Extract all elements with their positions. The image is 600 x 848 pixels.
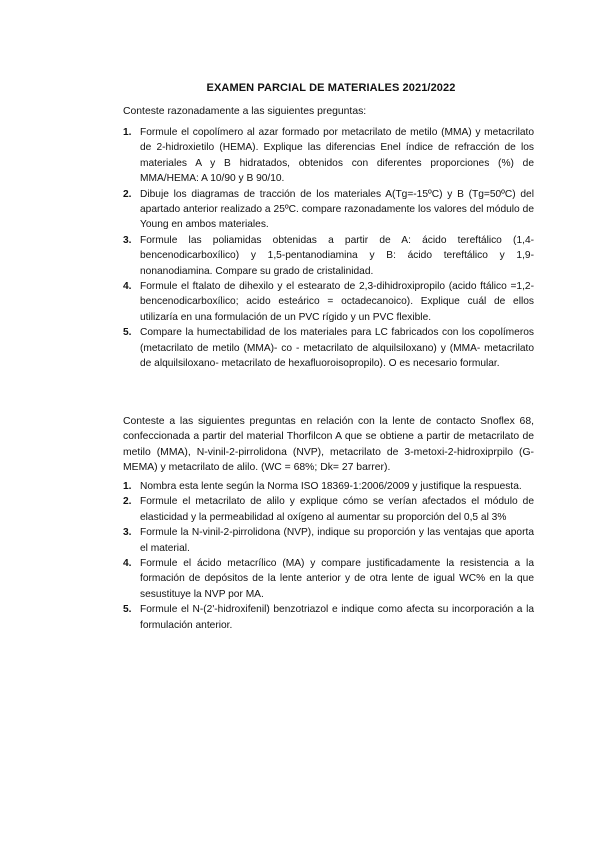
section1-question-list: [123, 125, 534, 372]
question-number: 3.: [123, 234, 132, 246]
question-text: Formule el ftalato de dihexilo y el estearato de 2,3-dihidroxipropilo (acido ftálico =1,2-bencenodicarboxílico; acido esteárico = octadecanoico). Explique cuál de ellos utilizaría en una formulación de un PVC rígido y un PVC flexible.: [140, 281, 534, 323]
question-number: 4.: [123, 558, 132, 570]
question-text: Formule la N-vinil-2-pirrolidona (NVP), indique su proporción y las ventajas que aporta el material.: [140, 527, 534, 554]
question-number: 2.: [123, 188, 132, 200]
question-number: 5.: [123, 327, 132, 339]
question-text: Formule las poliamidas obtenidas a partir de A: ácido tereftálico (1,4-bencenodicarboxílico) y 1,5-pentanodiamina y B: ácido tereftálico y 1,9- nonanodiamina. Compare su grado de cristalinidad.: [140, 234, 534, 277]
question-item: [123, 279, 534, 325]
question-item: [123, 233, 534, 279]
exam-title: EXAMEN PARCIAL DE MATERIALES 2021/2022: [206, 82, 456, 94]
section1-intro: Conteste razonadamente a las siguientes preguntas:: [123, 106, 367, 117]
section2-intro: Conteste a las siguientes preguntas en relación con la lente de contacto Snoflex 68, confeccionada a partir del material Thorfilcon A que se obtiene a partir de metacrilato de metilo (MMA), N-vinil-2-pirrolidona (NVP), metacrilato de 3-metoxi-2-hidroxiprpilo (G-MEMA) y metacrilato de alilo. (WC = 68%; Dk= 27 barrer).: [123, 416, 534, 473]
question-text: Nombra esta lente según la Norma ISO 18369-1:2006/2009 y justifique la respuesta.: [140, 481, 522, 492]
question-item: [123, 125, 534, 187]
question-number: 5.: [123, 604, 132, 616]
question-number: 2.: [123, 496, 132, 508]
question-item: [123, 325, 534, 371]
question-number: 1.: [123, 481, 132, 492]
question-text: Formule el N-(2'-hidroxifenil) benzotriazol e indique como afecta su incorporación a la formulación anterior.: [140, 604, 534, 631]
section2-question-list: [123, 479, 534, 633]
question-text: Dibuje los diagramas de tracción de los materiales A(Tg=-15ºC) y B (Tg=50ºC) del apartado anterior realizado a 25ºC. compare razonadamente los valores del módulo de Young en ambos materiales.: [140, 188, 534, 231]
question-text: Formule el metacrilato de alilo y explique cómo se verían afectados el módulo de elasticidad y la permeabilidad al oxígeno al aumentar su proporción del 0,5 al 3%: [140, 496, 534, 523]
question-item: [123, 187, 534, 233]
question-item: [123, 479, 534, 494]
question-text: Formule el ácido metacrílico (MA) y compare justificadamente la resistencia a la formación de depósitos de la lente anterior y de otra lente de igual WC% en la que sesustituye la NVP por MA.: [140, 558, 534, 600]
question-number: 1.: [123, 127, 132, 138]
question-item: [123, 525, 534, 556]
question-text: Compare la humectabilidad de los materiales para LC fabricados con los copolímeros (metacrilato de metilo (MMA)- co - metacrilato de alquilsiloxano) y (MMA- metacrilato de alquilsiloxano- metacrilato de hexafluoroisopropilo). O es necesario formular.: [140, 327, 534, 370]
question-item: [123, 602, 534, 633]
question-item: [123, 556, 534, 602]
question-number: 3.: [123, 527, 132, 539]
question-text: Formule el copolímero al azar formado por metacrilato de metilo (MMA) y metacrilato de 2-hidroxietilo (HEMA). Explique las diferencias Enel índice de refracción de los materiales A y B hidratados, obtenidos con diferentes proporciones (%) de MMA/HEMA: A 10/90 y B 90/10.: [140, 127, 534, 185]
question-number: 4.: [123, 281, 132, 293]
question-item: [123, 494, 534, 525]
